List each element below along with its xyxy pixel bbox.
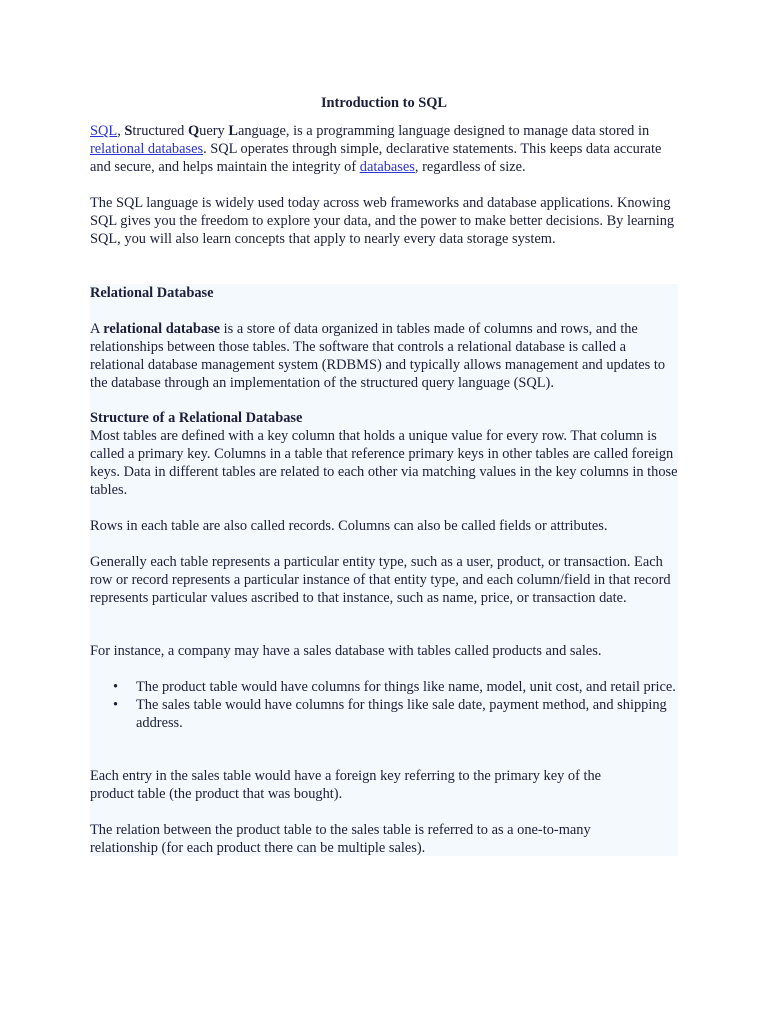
relational-databases-link[interactable]: relational databases bbox=[90, 141, 204, 157]
rdb-prefix: A bbox=[90, 321, 104, 337]
sales-example-paragraph: For instance, a company may have a sales database with tables called products and sales. bbox=[90, 643, 602, 659]
foreign-key-paragraph: Each entry in the sales table would have a foreign key referring to the primary key of the product table (the product that was bought). bbox=[90, 768, 602, 802]
relational-database-paragraph bbox=[90, 320, 678, 392]
sql-link[interactable]: SQL bbox=[90, 123, 118, 139]
document-title: Introduction to SQL bbox=[320, 95, 448, 111]
list-item-text: The sales table would have columns for things like sale date, payment method, and shipping address. bbox=[136, 697, 667, 731]
acronym-q: Q bbox=[187, 123, 200, 139]
rdb-rest: is a store of data organized in tables made of columns and rows, and the relationships between those tables. The software that controls a relational database is called a relational database management system (RDBMS) and typically allows management and updates to the database through an implementation of the structured query language (SQL). bbox=[90, 321, 666, 391]
acronym-l: L bbox=[228, 123, 238, 139]
relational-database-heading: Relational Database bbox=[90, 285, 214, 301]
primary-key-paragraph: Most tables are defined with a key column that holds a unique value for every row. That column is called a primary key. Columns in a table that reference primary keys in other tables are called foreign keys. Data in different tables are related to each other via matching values in the key columns in those tables. bbox=[90, 428, 678, 498]
table-columns-list bbox=[90, 678, 678, 732]
intro-mid-text: . SQL operates through simple, declarative statements. This keeps data accurate and secure, and helps maintain the integrity of bbox=[90, 141, 662, 175]
entity-type-paragraph: Generally each table represents a particular entity type, such as a user, product, or transaction. Each row or record represents a particular instance of that entity type, and each column/field in that record represents particular values ascribed to that instance, such as name, price, or transaction date. bbox=[90, 554, 671, 606]
intro-paragraph: SQL, Structured Query Language, is a programming language designed to manage data stored in relational databases. SQL operates through simple, declarative statements. This keeps data accurate and secure, and helps maintain the integrity of databases, regardless of size. bbox=[90, 123, 662, 175]
list-item bbox=[90, 696, 678, 732]
sql-usage-paragraph: The SQL language is widely used today across web frameworks and database applications. Knowing SQL gives you the freedom to explore your data, and the power to make better decisions. By learning SQL, you will also learn concepts that apply to nearly every data storage system. bbox=[90, 195, 675, 247]
rdb-bold-term: relational database bbox=[103, 321, 221, 337]
bullet-icon: • bbox=[113, 679, 119, 695]
databases-link[interactable]: databases bbox=[359, 159, 415, 175]
bullet-icon: • bbox=[113, 697, 119, 713]
list-item bbox=[90, 678, 678, 696]
structure-heading: Structure of a Relational Database bbox=[90, 410, 303, 426]
one-to-many-paragraph: The relation between the product table to the sales table is referred to as a one-to-many relationship (for each product there can be multiple sales). bbox=[90, 822, 591, 856]
records-paragraph: Rows in each table are also called records. Columns can also be called fields or attributes. bbox=[90, 518, 608, 534]
acronym-s: S bbox=[124, 123, 133, 139]
acronym-s-rest: tructured bbox=[132, 123, 188, 139]
acronym-l-rest: anguage, is a programming language designed to manage data stored in bbox=[237, 123, 650, 139]
acronym-q-rest: uery bbox=[199, 123, 229, 139]
list-item-text: The product table would have columns for things like name, model, unit cost, and retail price. bbox=[136, 679, 676, 695]
intro-end-text: , regardless of size. bbox=[414, 159, 526, 175]
